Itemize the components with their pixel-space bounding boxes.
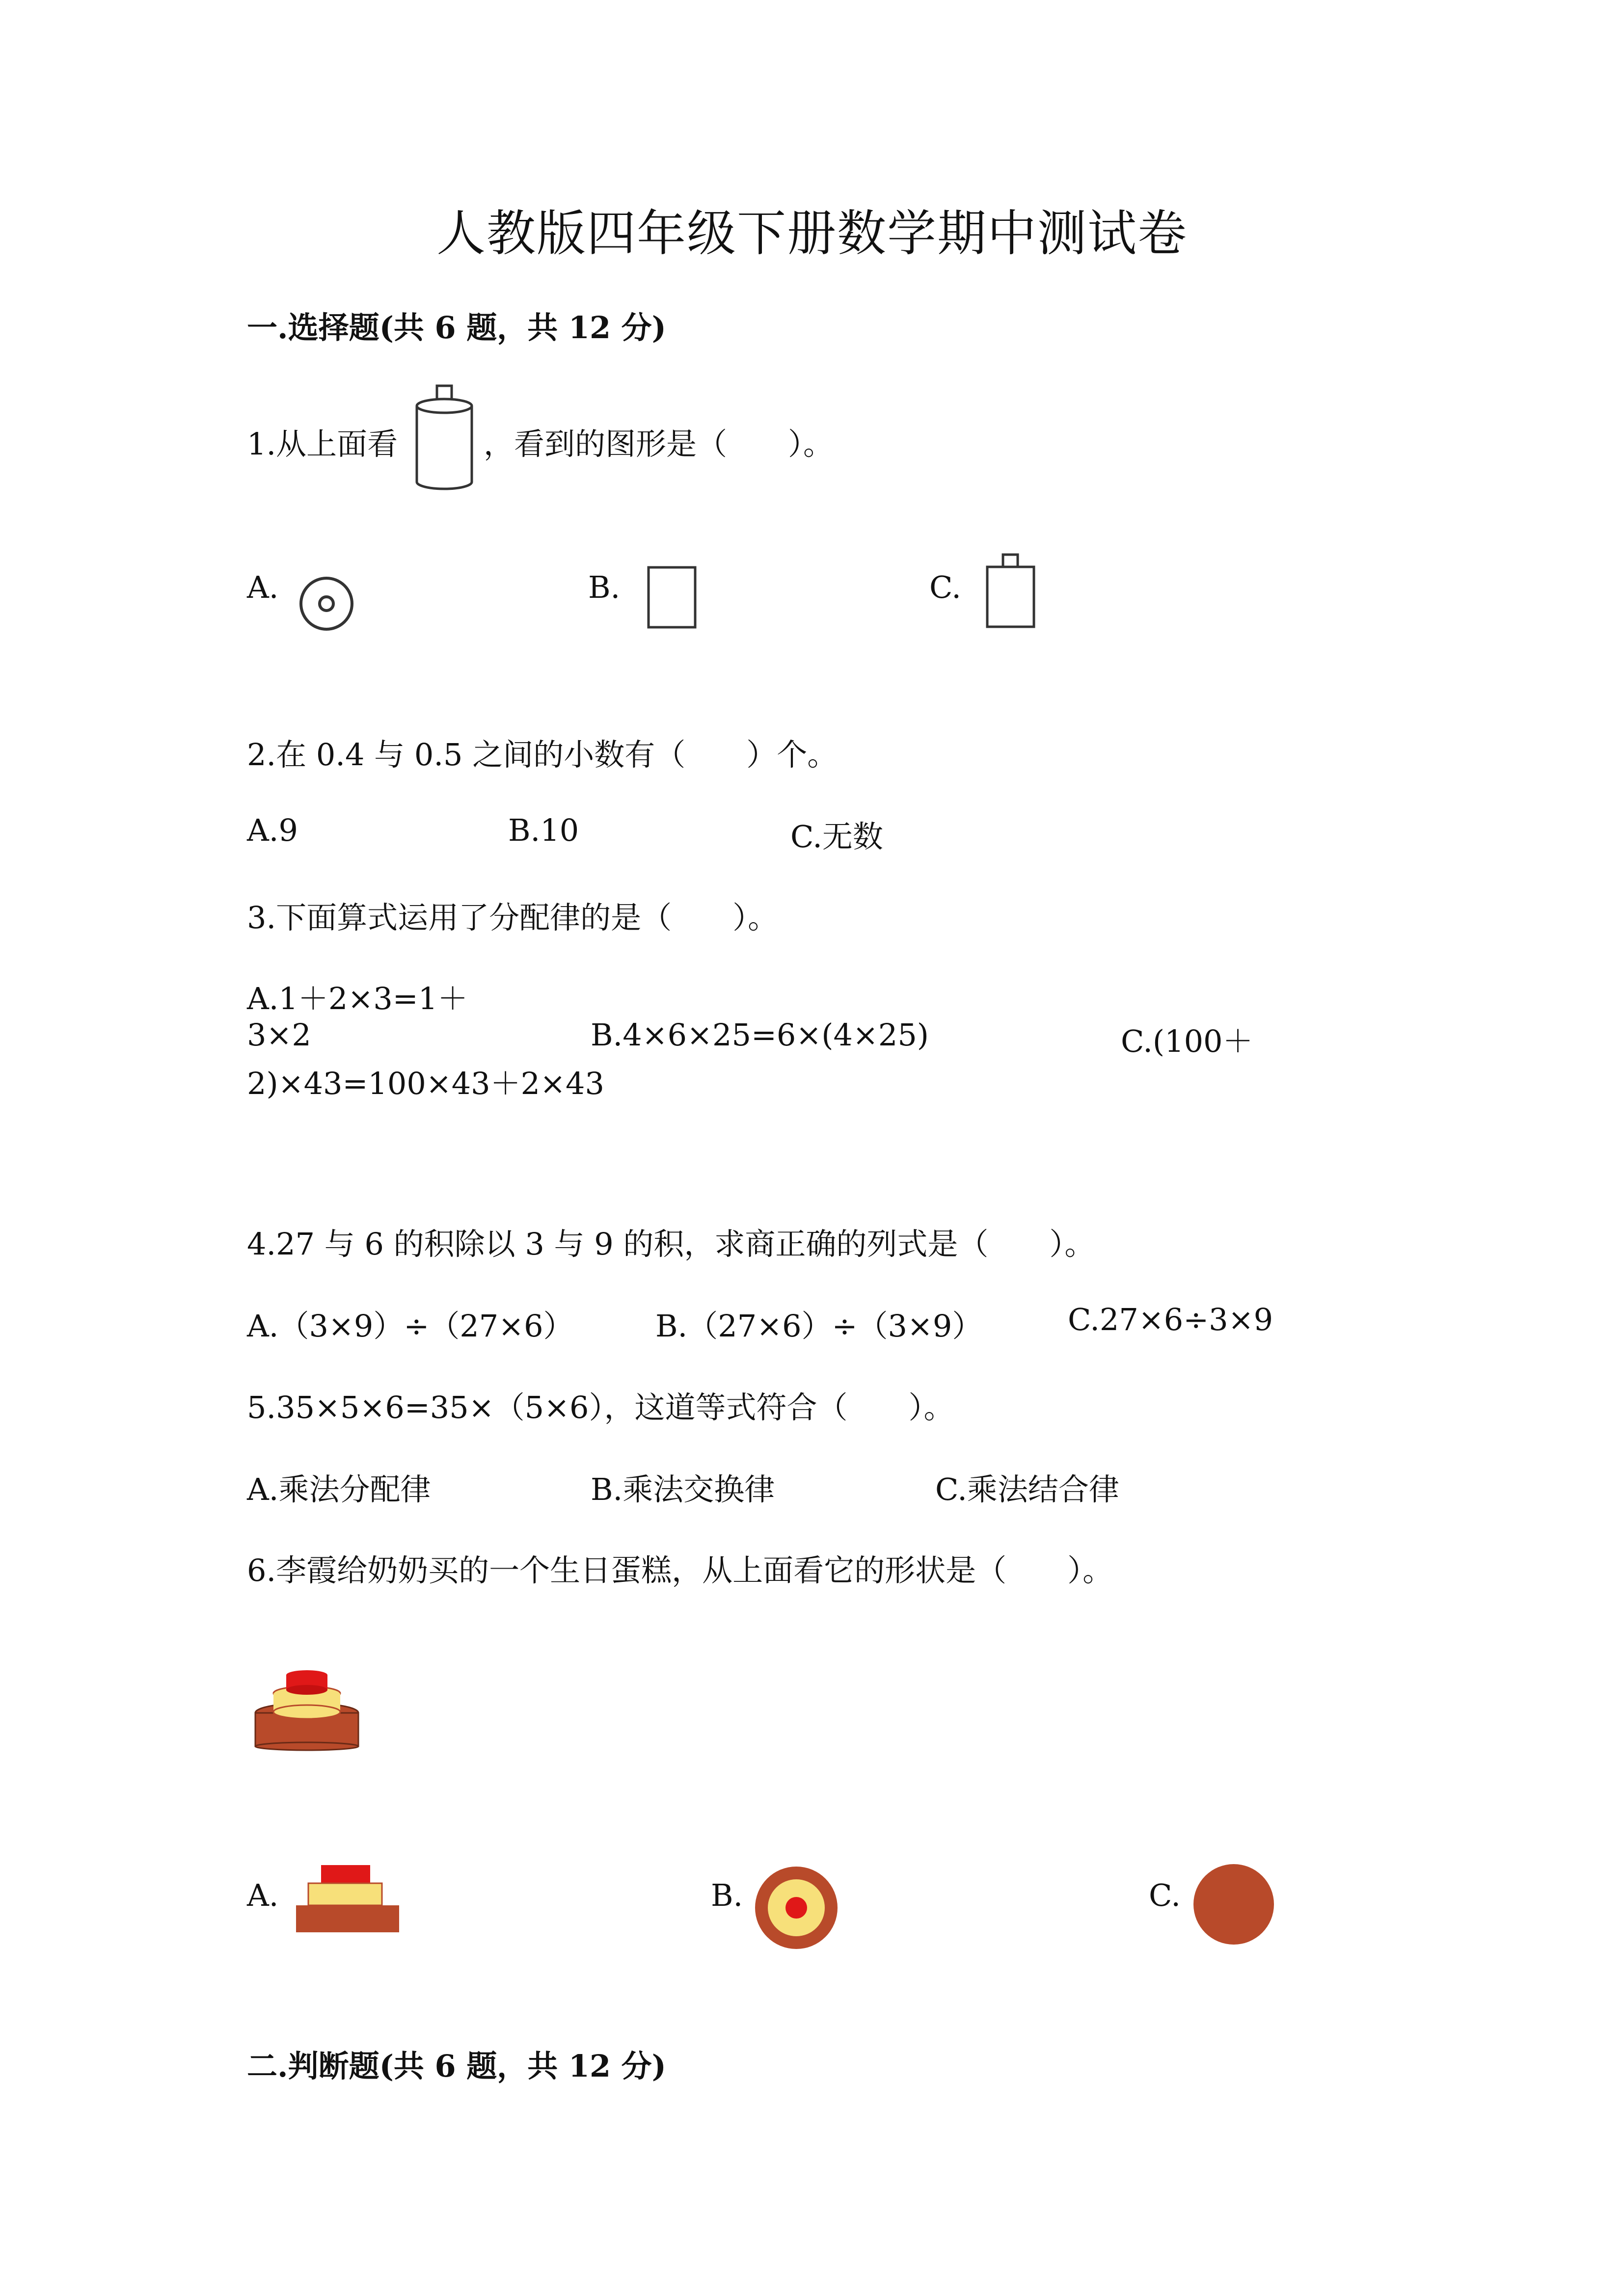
- q3-option-b[interactable]: B.4×6×25=6×(4×25): [591, 1017, 929, 1053]
- q5-option-a[interactable]: A.乘法分配律: [247, 1471, 431, 1507]
- q6-option-a[interactable]: A.: [247, 1877, 279, 1913]
- page-title: 人教版四年级下册数学期中测试卷: [436, 205, 1188, 262]
- q4-option-c[interactable]: C.27×6÷3×9: [1068, 1302, 1273, 1337]
- concentric-circles-icon: [754, 1865, 839, 1951]
- q5-option-c[interactable]: C.乘法结合律: [935, 1471, 1119, 1507]
- cake-front-view-icon: [294, 1863, 402, 1936]
- circle-with-dot-icon: [297, 574, 356, 633]
- q6-option-b[interactable]: B.: [711, 1877, 743, 1913]
- question-2-stem: 2.在 0.4 与 0.5 之间的小数有（ ）个。: [247, 737, 838, 773]
- solid-circle-icon: [1192, 1863, 1275, 1946]
- q1-option-a[interactable]: A.: [247, 569, 279, 605]
- question-4-stem: 4.27 与 6 的积除以 3 与 9 的积，求商正确的列式是（ ）。: [247, 1226, 1095, 1262]
- q6-option-c[interactable]: C.: [1149, 1877, 1181, 1913]
- layered-cake-icon: [253, 1666, 361, 1752]
- q1-option-b[interactable]: B.: [588, 569, 621, 605]
- rectangle-with-tab-icon: [984, 552, 1038, 631]
- q1-option-c[interactable]: C.: [929, 569, 961, 605]
- q4-option-a[interactable]: A.（3×9）÷（27×6）: [247, 1308, 574, 1344]
- q2-option-a[interactable]: A.9: [247, 812, 298, 848]
- q3-option-a-line2[interactable]: 3×2: [247, 1017, 311, 1053]
- q3-option-a-line1[interactable]: A.1＋2×3=1＋: [247, 981, 468, 1016]
- q3-option-c-line1[interactable]: C.(100＋: [1121, 1023, 1253, 1059]
- q3-option-c-line2[interactable]: 2)×43=100×43＋2×43: [247, 1066, 604, 1101]
- question-1-stem-end: ，看到的图形是（ ）。: [484, 426, 834, 462]
- question-3-stem: 3.下面算式运用了分配律的是（ ）。: [247, 900, 779, 935]
- cylinder-icon: [410, 384, 479, 494]
- question-5-stem: 5.35×5×6=35×（5×6），这道等式符合（ ）。: [247, 1389, 954, 1425]
- question-6-stem: 6.李霞给奶奶买的一个生日蛋糕，从上面看它的形状是（ ）。: [247, 1552, 1113, 1588]
- section-heading-judgement: 二.判断题(共 6 题，共 12 分): [247, 2048, 667, 2084]
- rectangle-icon: [646, 564, 700, 631]
- question-1-stem-start: 1.从上面看: [247, 426, 398, 462]
- q2-option-c[interactable]: C.无数: [790, 819, 883, 854]
- q4-option-b[interactable]: B.（27×6）÷（3×9）: [655, 1308, 983, 1344]
- q5-option-b[interactable]: B.乘法交换律: [591, 1471, 775, 1507]
- section-heading-choice: 一.选择题(共 6 题，共 12 分): [247, 310, 667, 346]
- q2-option-b[interactable]: B.10: [508, 812, 579, 848]
